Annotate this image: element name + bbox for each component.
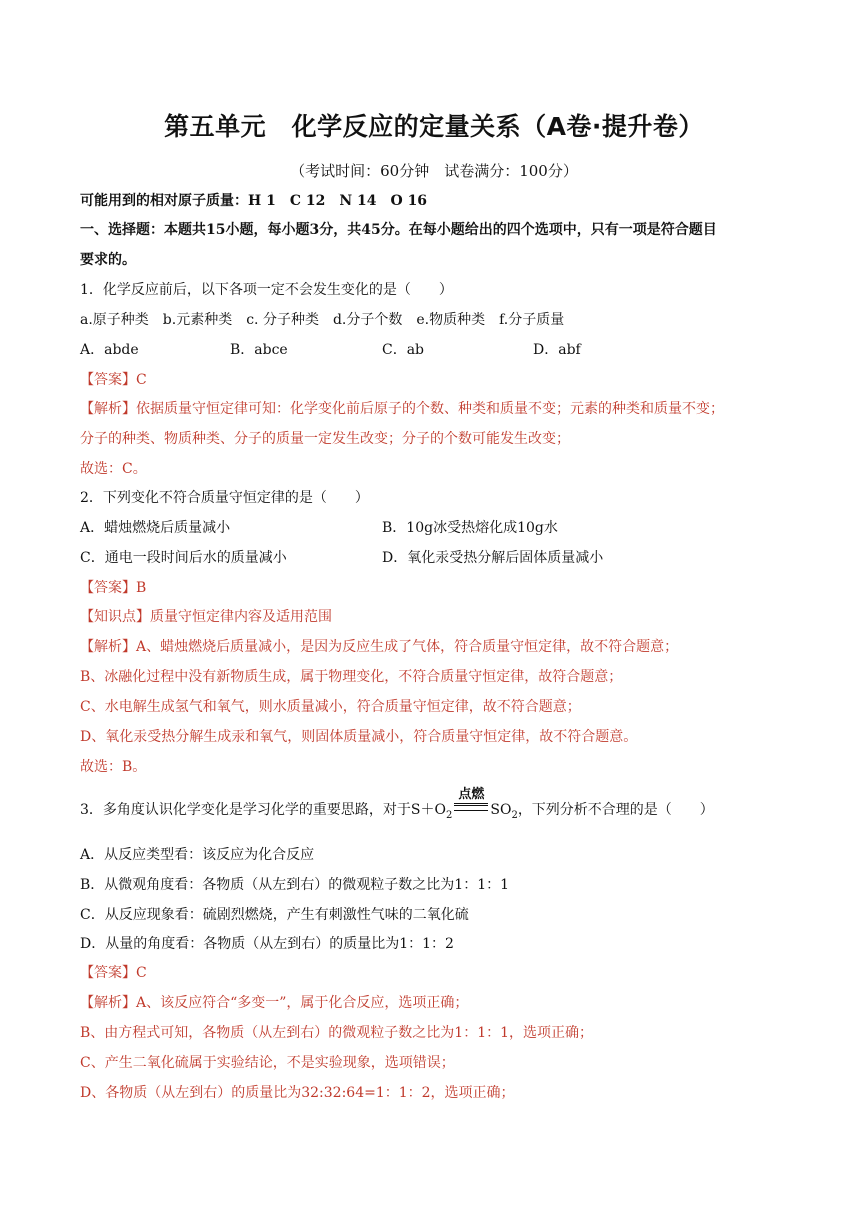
section-heading-line1: 一、选择题：本题共15小题，每小题3分，共45分。在每小题给出的四个选项中，只有一项是符合题目 <box>80 222 717 238</box>
section-heading-line2: 要求的。 <box>80 252 136 268</box>
q1-stem: 1．化学反应前后，以下各项一定不会发生变化的是（ ） <box>80 282 453 298</box>
chemical-equation <box>410 787 518 826</box>
equation-arrow <box>454 787 488 811</box>
q2-analysis-c: C、水电解生成氢气和氧气，则水质量减小，符合质量守恒定律，故不符合题意； <box>80 699 581 715</box>
q3-option-c: C．从反应现象看：硫剧烈燃烧，产生有刺激性气味的二氧化硫 <box>80 907 469 923</box>
q2-analysis-a: 【解析】A、蜡烛燃烧后质量减小，是因为反应生成了气体，符合质量守恒定律，故不符合题意； <box>80 639 679 655</box>
q2-analysis-d: D、氧化汞受热分解生成汞和氧气，则固体质量减小，符合质量守恒定律，故不符合题意。 <box>80 729 638 745</box>
atomic-mass-line: 可能用到的相对原子质量：H 1 C 12 N 14 O 16 <box>80 193 428 209</box>
q1-option-d: D．abf <box>533 342 581 358</box>
q3-stem-before: 3．多角度认识化学变化是学习化学的重要思路，对于 <box>80 802 411 818</box>
q3-stem-after: ，下列分析不合理的是（ ） <box>517 802 714 818</box>
page-title: 第五单元 化学反应的定量关系（A卷·提升卷） <box>164 112 704 141</box>
q1-analysis-line1: 【解析】依据质量守恒定律可知：化学变化前后原子的个数、种类和质量不变；元素的种类和质量不变； <box>80 401 724 417</box>
equation-left-subscript: 2 <box>445 809 453 821</box>
q2-conclusion: 故选：B。 <box>80 759 147 775</box>
q1-answer: 【答案】C <box>80 372 147 388</box>
q2-option-a: A．蜡烛燃烧后质量减小 <box>80 520 231 536</box>
q2-knowledge-point: 【知识点】质量守恒定律内容及适用范围 <box>80 609 332 625</box>
q1-items: a.原子种类 b.元素种类 c. 分子种类 d.分子个数 e.物质种类 f.分子质量 <box>80 312 565 328</box>
q2-option-d: D．氧化汞受热分解后固体质量减小 <box>382 550 604 566</box>
q3-answer: 【答案】C <box>80 965 147 981</box>
q3-analysis-d: D、各物质（从左到右）的质量比为32:32:64=1：1：2，选项正确； <box>80 1085 515 1101</box>
q2-option-b: B．10g冰受热熔化成10g水 <box>382 520 558 536</box>
q3-option-b: B．从微观角度看：各物质（从左到右）的微观粒子数之比为1：1：1 <box>80 877 510 893</box>
q2-stem: 2．下列变化不符合质量守恒定律的是（ ） <box>80 490 369 506</box>
q2-option-c: C．通电一段时间后水的质量减小 <box>80 550 287 566</box>
equation-right: SO <box>490 802 512 818</box>
exam-info: （考试时间：60分钟 试卷满分：100分） <box>290 162 578 180</box>
q3-analysis-c: C、产生二氧化硫属于实验结论，不是实验现象，选项错误； <box>80 1055 455 1071</box>
q2-analysis-b: B、冰融化过程中没有新物质生成，属于物理变化，不符合质量守恒定律，故符合题意； <box>80 669 623 685</box>
q1-option-b: B．abce <box>230 342 288 358</box>
equation-left: S＋O <box>410 802 446 818</box>
q1-conclusion: 故选：C。 <box>80 461 147 477</box>
equation-right-subscript: 2 <box>511 809 518 821</box>
q3-analysis-b: B、由方程式可知，各物质（从左到右）的微观粒子数之比为1：1：1，选项正确； <box>80 1025 594 1041</box>
q3-option-d: D．从量的角度看：各物质（从左到右）的质量比为1：1：2 <box>80 936 454 952</box>
q3-analysis-a: 【解析】A、该反应符合“多变一”，属于化合反应，选项正确； <box>80 995 469 1011</box>
q3-option-a: A．从反应类型看：该反应为化合反应 <box>80 847 315 863</box>
q3-stem <box>80 787 714 826</box>
q1-option-c: C．ab <box>382 342 425 358</box>
q2-answer: 【答案】B <box>80 580 147 596</box>
equation-condition: 点燃 <box>458 787 485 802</box>
q1-analysis-line2: 分子的种类、物质种类、分子的质量一定发生改变；分子的个数可能发生改变； <box>80 431 570 447</box>
q1-option-a: A．abde <box>80 342 139 358</box>
